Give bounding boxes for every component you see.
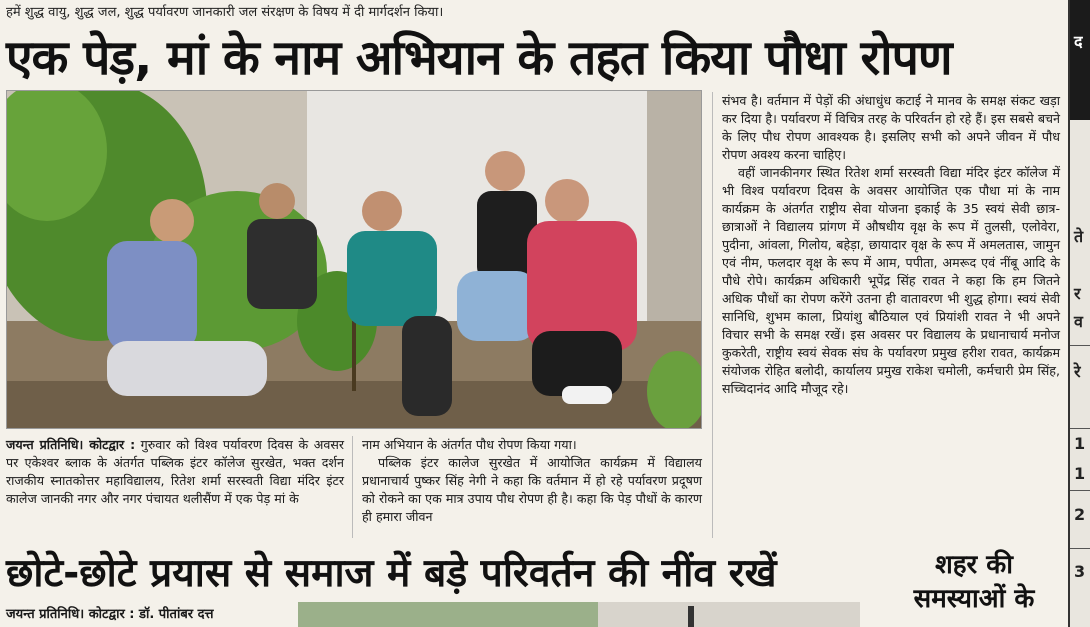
column-3-para-1: संभव है। वर्तमान में पेड़ों की अंधाधुंध कटाई ने मानव के समक्ष संकट खड़ा कर दिया है। पर्यावरण में विचित्र तरह के परिवर्तन हो रहे हैं। इस सबसे बचने के लिए पौध रोपण आवश्यक है। इसलिए सभी को अपने जीवन में पौध रोपण अवश्य करना चाहिए। — [722, 93, 1060, 162]
previous-article-tail: हमें शुद्ध वायु, शुद्ध जल, शुद्ध पर्यावरण जानकारी जल संरक्षण के विषय में दी मार्गदर्शन किया। — [6, 5, 444, 20]
planting-photo-illustration — [7, 91, 701, 428]
sub-headline: छोटे-छोटे प्रयास से समाज में बड़े परिवर्तन की नींव रखें — [6, 551, 777, 596]
second-article-photo — [298, 602, 860, 627]
article-column-3 — [722, 92, 1060, 398]
article-photo — [6, 90, 702, 429]
column-2-para-1: नाम अभियान के अंतर्गत पौध रोपण किया गया। — [362, 437, 577, 452]
byline: जयन्त प्रतिनिधि। कोटद्वार : — [6, 437, 136, 452]
article-column-1 — [6, 436, 344, 508]
column-3-para-2: वहीं जानकीनगर स्थित रितेश शर्मा सरस्वती विद्या मंदिर इंटर कॉलेज में भी विश्व पर्यावरण दिवस के अवसर आयोजित एक पौधा मां के नाम कार्यक्रम के अंतर्गत राष्ट्रीय सेवा योजना इकाई के 35 स्वयं सेवी छात्र-छात्राओं ने विद्यालय प्रांगण में औषधीय वृक्ष के रूप में तुलसी, एलोवेरा, पुदीना, आंवला, गिलोय, बहेड़ा, छायादार वृक्ष के रूप में अमलतास, जामुन एवं नीम, फलदार वृक्ष के रूप में आम, पपीता, अमरूद एवं नींबू आदि के पौधे रोपे। कार्यक्रम अधिकारी भूपेंद्र सिंह रावत ने कहा कि हम जितने अधिक पौधों का रोपण करेंगे उतना ही वातावरण भी शुद्ध होगा। स्वयं सेवी सानिधि, शुभम काला, प्रियांशु बौठियाल एवं प्रियांशी रावत ने भी अपने विचार सभी के समक्ष रखें। इस अवसर पर विद्यालय के प्रधानाचार्य मनोज कुकरेती, राष्ट्रीय स्वयं सेवक संघ के पर्यावरण प्रमुख हरीश रावत, कार्यक्रम संयोजक रोहित बलोदी, कार्यालय प्रमुख राकेश चमोली, कर्मचारी प्रेम सिंह, सच्चिदानंद आदि मौजूद रहे। — [722, 165, 1060, 396]
headline: एक पेड़, मां के नाम अभियान के तहत किया पौधा रोपण — [6, 30, 952, 86]
column-1-text: गुरुवार को विश्व पर्यावरण दिवस के अवसर पर एकेश्वर ब्लाक के अंतर्गत पब्लिक इंटर कॉलेज सुरखेत, भक्त दर्शन राजकीय स्नातकोत्तर महाविद्यालय, रितेश शर्मा सरस्वती विद्या मंदिर इंटर कालेज जानकी नगर और नगर पंचायत थलीसैंण में एक पेड़ मां के — [6, 437, 344, 506]
column-2-para-2: पब्लिक इंटर कालेज सुरखेत में आयोजित कार्यक्रम में विद्यालय प्रधानाचार्य पुष्कर सिंह नेगी ने कहा कि वर्तमान में हो रहे पर्यावरण प्रदूषण को रोकने का एक मात्र उपाय पौध रोपण ही है। कहा कि पेड़ पौधों के कारण ही हमारा जीवन — [362, 455, 702, 524]
adjacent-column-strip: द ते र व रे 1 1 2 3 — [1068, 0, 1090, 627]
side-headline: शहर की समस्याओं के — [913, 550, 1035, 614]
article-column-2 — [362, 436, 702, 526]
byline-2: जयन्त प्रतिनिधि। कोटद्वार : डॉ. पीतांबर दत्त — [6, 607, 214, 622]
